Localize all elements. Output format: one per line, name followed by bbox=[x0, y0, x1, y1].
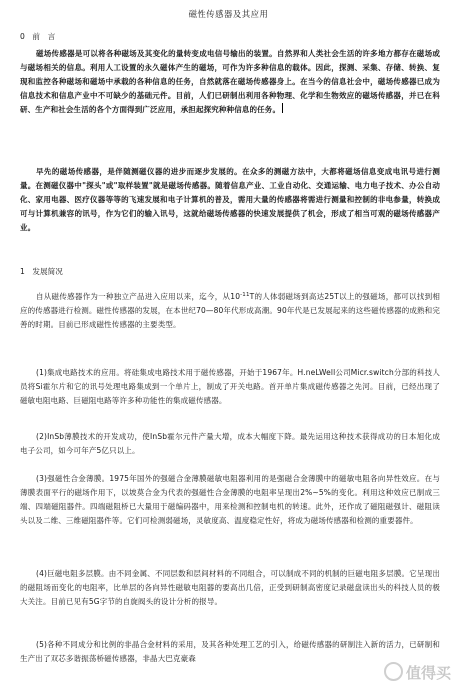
paragraph-development-text-b: T的人体弱磁场到高达25T以上的强磁场，都可以找到相应的传感器进行检测。磁性传感器的发展，在本世纪70—80年代形成高潮。90年代是已发展起来的这些磁传感器的成熟和完善的时期。目前已形成磁性传感器的主要类型。 bbox=[20, 292, 441, 329]
superscript-exponent: -11 bbox=[240, 292, 250, 298]
watermark-text: 值得买 bbox=[405, 664, 451, 682]
paragraph-item-3: (3)强磁性合金薄膜。1975年国外的强磁合金薄膜磁敏电阻器利用的是强磁合金薄膜中的磁敏电阻各向异性效应。在与薄膜表面平行的磁场作用下，以坡莫合金为代表的强磁性合金薄膜的电阻率呈现出2%~5%的变化。利用这种效应已制成三端、四端磁阻器件。四端磁阻桥已大量用于磁编码器中，用来检测和控制电机的转速。此外，还作成了磁阻磁强计、磁阻读头以及二维、三维磁阻器件等。它们可检测弱磁场，灵敏度高、温度稳定性好，将成为磁场传感器和检测的重要器件。 bbox=[20, 474, 440, 525]
paragraph-intro-text: 磁场传感器是可以将各种磁场及其变化的量转变成电信号输出的装置。自然界和人类社会生活的许多地方都存在磁场或与磁场相关的信息。利用人工设置的永久磁体产生的磁场，可作为许多种信息的载体。因此，探测、采集、存储、转换、复现和监控各种磁场和磁场中承载的各种信息的任务，自然就落在磁场传感器身上。在当今的信息社会中，磁场传感器已成为信息技术和信息产业中不可缺少的基础元件。目前，人们已研制出利用各种物理、化学和生物效应的磁场传感器，并已在科研、生产和社会生活的各个方面得到广泛应用，承担起探究种种信息的任务。 bbox=[20, 49, 440, 114]
watermark bbox=[384, 662, 451, 683]
section-heading-development: 1 发展简况 bbox=[20, 267, 63, 276]
section-heading-preface: 0 前 言 bbox=[20, 32, 56, 41]
paragraph-item-5: (5)各种不同成分和比例的非晶合金材料的采用，及其各种处理工艺的引入，给磁传感器的研制注入新的活力，已研制和生产出了双芯多谐振荡桥磁传感器，非晶大巴克豪森 bbox=[20, 640, 440, 663]
paragraph-item-4: (4)巨磁电阻多层膜。由不同金属、不同层数和层间材料的不同组合，可以制成不同的机制的巨磁电阻多层膜。它呈现出的磁阻场而变化的电阻率，比单层的各向异性磁敏电阻器的要高出几倍，正受到研制高密度记录磁盘读出头的科技人员的极大关注。目前已见有5G字节的自旋阀头的设计分析的报导。 bbox=[20, 569, 440, 606]
paragraph-item-2: (2)InSb薄膜技术的开发成功，使InSb霍尔元件产量大增，成本大幅度下降。最先运用这种技术获得成功的日本旭化成电子公司，如今可年产5亿只以上。 bbox=[20, 432, 440, 455]
paragraph-item-1: (1)集成电路技术的应用。将硅集成电路技术用于磁传感器，开始于1967年。H.neLWell公司Micr.switch分部的科技人员将Si霍尔片和它的讯号处理电路集成到一个单片上，制成了开关电路。首开单片集成磁传感器之先河。目前，已经出现了磁敏电阻电路、巨磁阻电路等许多种功能性的集成磁传感器。 bbox=[20, 368, 440, 405]
paragraph-development bbox=[20, 288, 440, 332]
paragraph-intro bbox=[20, 47, 440, 117]
paragraph-history: 早先的磁场传感器，是伴随测磁仪器的进步而逐步发展的。在众多的测磁方法中，大都将磁场信息变成电讯号进行测量。在测磁仪器中"探头"或"取样装置"就是磁场传感器。随着信息产业、工业自动化、交通运输、电力电子技术、办公自动化、家用电器、医疗仪器等等的飞速发展和电子计算机的普及，需用大量的传感器将需进行测量和控制的非电参量，转换成可与计算机兼容的讯号，作为它们的输入讯号，这就给磁场传感器的快速发展提供了机会，形成了相当可观的磁场传感器产业。 bbox=[20, 167, 440, 232]
paragraph-development-text-a: 自从磁传感器作为一种独立产品进入应用以来，迄今，从10 bbox=[36, 292, 241, 301]
watermark-logo-icon bbox=[384, 662, 403, 681]
text-cursor bbox=[282, 103, 283, 113]
document-title: 磁性传感器及其应用 bbox=[188, 9, 269, 19]
